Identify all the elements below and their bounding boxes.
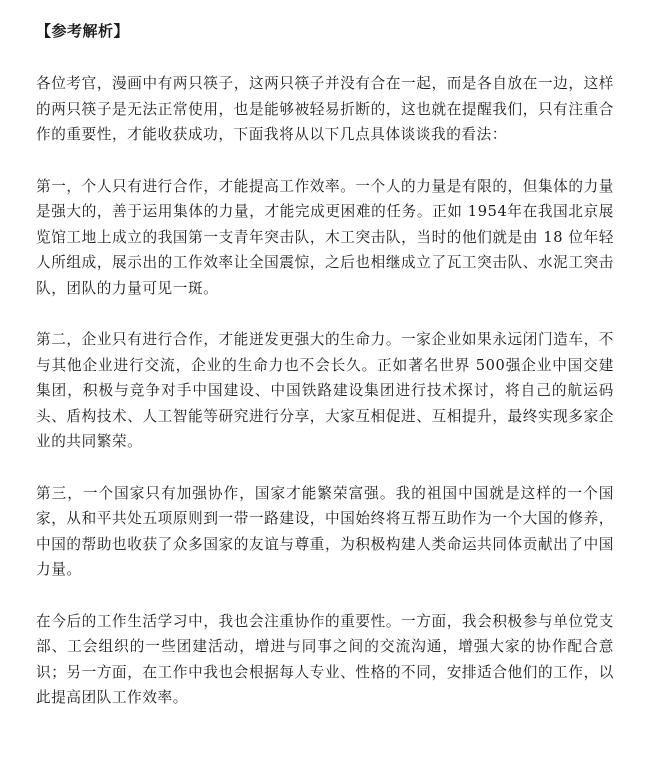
intro-paragraph: 各位考官，漫画中有两只筷子，这两只筷子并没有合在一起，而是各自放在一边，这样的两只筷子是无法正常使用，也是能够被轻易折断的，这也就在提醒我们，只有注重合作的重要性，才能收获成功，下面我将从以下几点具体谈谈我的看法： [36, 75, 614, 143]
point-one-paragraph: 第一，个人只有进行合作，才能提高工作效率。一个人的力量是有限的，但集体的力量是强大的，善于运用集体的力量，才能完成更困难的任务。正如 1954年在我国北京展览馆工地上成立的我国第一支青年突击队，木工突击队，当时的他们就是由 18 位年轻人所组成，展示出的工作效率让全国震惊，之后也相继成立了瓦工突击队、水泥工突击队，团队的力量可见一斑。 [36, 177, 614, 297]
section-heading: 【参考解析】 [36, 22, 130, 40]
point-three-paragraph: 第三，一个国家只有加强协作，国家才能繁荣富强。我的祖国中国就是这样的一个国家，从和平共处五项原则到一带一路建设，中国始终将互帮互助作为一个大国的修养，中国的帮助也收获了众多国家的友谊与尊重，为积极构建人类命运共同体贡献出了中国力量。 [36, 484, 614, 578]
conclusion-paragraph: 在今后的工作生活学习中，我也会注重协作的重要性。一方面，我会积极参与单位党支部、工会组织的一些团建活动，增进与同事之间的交流沟通，增强大家的协作配合意识；另一方面，在工作中我也会根据每人专业、性格的不同，安排适合他们的工作，以此提高团队工作效率。 [36, 612, 614, 706]
point-two-paragraph: 第二，企业只有进行合作，才能迸发更强大的生命力。一家企业如果永远闭门造车，不与其他企业进行交流，企业的生命力也不会长久。正如著名世界 500强企业中国交建集团，积极与竞争对手中国建设、中国铁路建设集团进行技术探讨，将自己的航运码头、盾构技术、人工智能等研究进行分享，大家互相促进、互相提升，最终实现多家企业的共同繁荣。 [36, 331, 614, 450]
